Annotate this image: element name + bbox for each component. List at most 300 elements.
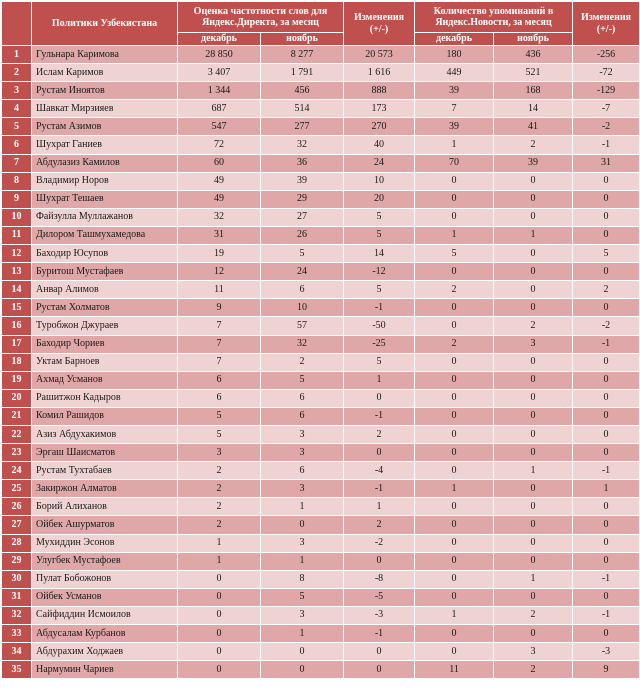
direct-december: 9 [178, 299, 261, 317]
direct-december: 3 407 [178, 64, 261, 82]
news-december: 0 [415, 534, 494, 552]
header-direct-december: декабрь [178, 33, 261, 46]
direct-november: 3 [261, 606, 344, 624]
politician-name: Ислам Каримов [32, 64, 178, 82]
news-change: 0 [573, 371, 640, 389]
header-direct-november: ноябрь [261, 33, 344, 46]
politician-name: Рустам Азимов [32, 118, 178, 136]
row-number: 9 [2, 190, 32, 208]
direct-change: -8 [344, 570, 415, 588]
direct-change: -3 [344, 606, 415, 624]
direct-change: 0 [344, 643, 415, 661]
direct-december: 7 [178, 353, 261, 371]
direct-november: 6 [261, 462, 344, 480]
direct-change: 20 573 [344, 46, 415, 64]
direct-november: 1 [261, 498, 344, 516]
direct-november: 32 [261, 335, 344, 353]
politician-name: Рашитжон Кадыров [32, 389, 178, 407]
direct-change: 0 [344, 661, 415, 679]
direct-change: 24 [344, 154, 415, 172]
direct-november: 1 791 [261, 64, 344, 82]
news-november: 0 [494, 407, 573, 425]
header-politician: Политики Узбекистана [32, 2, 178, 46]
news-change: 0 [573, 588, 640, 606]
news-december: 0 [415, 371, 494, 389]
row-number: 25 [2, 480, 32, 498]
politician-name: Файзулла Муллажанов [32, 208, 178, 226]
news-december: 0 [415, 353, 494, 371]
news-november: 0 [494, 353, 573, 371]
news-november: 1 [494, 570, 573, 588]
politician-name: Анвар Алимов [32, 281, 178, 299]
news-november: 41 [494, 118, 573, 136]
direct-december: 7 [178, 335, 261, 353]
row-number: 21 [2, 407, 32, 425]
direct-change: 270 [344, 118, 415, 136]
table-row [2, 552, 640, 570]
news-november: 521 [494, 64, 573, 82]
news-december: 1 [415, 480, 494, 498]
news-november: 2 [494, 136, 573, 154]
direct-december: 6 [178, 389, 261, 407]
news-change: -1 [573, 335, 640, 353]
header-news-december: декабрь [415, 33, 494, 46]
news-december: 180 [415, 46, 494, 64]
politician-name: Рустам Тухтабаев [32, 462, 178, 480]
direct-november: 8 277 [261, 46, 344, 64]
politician-name: Туробжон Джураев [32, 317, 178, 335]
row-number: 29 [2, 552, 32, 570]
news-december: 0 [415, 625, 494, 643]
politician-name: Рустам Иноятов [32, 82, 178, 100]
politician-name: Улугбек Мустафоев [32, 552, 178, 570]
direct-change: 0 [344, 389, 415, 407]
news-change: 0 [573, 299, 640, 317]
row-number: 35 [2, 661, 32, 679]
politician-name: Ойбек Ашурматов [32, 516, 178, 534]
direct-change: -12 [344, 263, 415, 281]
table-row [2, 498, 640, 516]
politician-name: Азиз Абдухакимов [32, 425, 178, 443]
news-november: 0 [494, 245, 573, 263]
news-november: 0 [494, 371, 573, 389]
news-december: 39 [415, 118, 494, 136]
news-change: 0 [573, 389, 640, 407]
politicians-table [1, 1, 640, 679]
politician-name: Дилором Ташмухамедова [32, 226, 178, 244]
news-change: 0 [573, 172, 640, 190]
news-change: 0 [573, 263, 640, 281]
news-change: 0 [573, 208, 640, 226]
direct-change: -1 [344, 625, 415, 643]
row-number: 31 [2, 588, 32, 606]
news-november: 39 [494, 154, 573, 172]
table-row [2, 371, 640, 389]
politician-name: Буритош Мустафаев [32, 263, 178, 281]
direct-november: 3 [261, 534, 344, 552]
table-row [2, 46, 640, 64]
direct-november: 36 [261, 154, 344, 172]
politician-name: Рустам Холматов [32, 299, 178, 317]
direct-december: 1 344 [178, 82, 261, 100]
news-december: 0 [415, 462, 494, 480]
direct-november: 10 [261, 299, 344, 317]
news-change: -72 [573, 64, 640, 82]
news-change: 0 [573, 353, 640, 371]
direct-november: 24 [261, 263, 344, 281]
table-row [2, 317, 640, 335]
direct-december: 12 [178, 263, 261, 281]
row-number: 18 [2, 353, 32, 371]
direct-november: 6 [261, 407, 344, 425]
direct-december: 0 [178, 643, 261, 661]
news-december: 0 [415, 516, 494, 534]
politician-name: Эргаш Шаисматов [32, 444, 178, 462]
direct-change: -1 [344, 299, 415, 317]
news-december: 0 [415, 498, 494, 516]
direct-december: 1 [178, 534, 261, 552]
table-row [2, 661, 640, 679]
table-row [2, 281, 640, 299]
politician-name: Ойбек Усманов [32, 588, 178, 606]
table-row [2, 570, 640, 588]
direct-november: 32 [261, 136, 344, 154]
direct-change: 40 [344, 136, 415, 154]
direct-december: 0 [178, 606, 261, 624]
direct-november: 1 [261, 625, 344, 643]
row-number: 16 [2, 317, 32, 335]
row-number: 27 [2, 516, 32, 534]
news-change: 2 [573, 281, 640, 299]
header-direct-change: Изменения (+/-) [344, 2, 415, 46]
table-row [2, 643, 640, 661]
table-row [2, 444, 640, 462]
row-number: 10 [2, 208, 32, 226]
direct-november: 1 [261, 552, 344, 570]
news-change: 0 [573, 625, 640, 643]
news-december: 1 [415, 606, 494, 624]
row-number: 15 [2, 299, 32, 317]
header-news-november: ноябрь [494, 33, 573, 46]
news-december: 0 [415, 444, 494, 462]
news-december: 0 [415, 643, 494, 661]
politician-name: Мухиддин Эсонов [32, 534, 178, 552]
direct-december: 2 [178, 462, 261, 480]
table-body [2, 46, 640, 679]
direct-change: 173 [344, 100, 415, 118]
news-november: 3 [494, 335, 573, 353]
politician-name: Шавкат Мирзияев [32, 100, 178, 118]
direct-change: 2 [344, 425, 415, 443]
politician-name: Абдулазиз Камилов [32, 154, 178, 172]
news-november: 0 [494, 281, 573, 299]
news-change: 0 [573, 516, 640, 534]
news-november: 1 [494, 226, 573, 244]
news-november: 0 [494, 534, 573, 552]
news-november: 0 [494, 625, 573, 643]
row-number: 14 [2, 281, 32, 299]
row-number: 6 [2, 136, 32, 154]
direct-november: 3 [261, 425, 344, 443]
news-november: 14 [494, 100, 573, 118]
row-number: 12 [2, 245, 32, 263]
direct-december: 0 [178, 661, 261, 679]
row-number: 13 [2, 263, 32, 281]
news-change: -129 [573, 82, 640, 100]
politician-name: Шухрат Ганиев [32, 136, 178, 154]
direct-november: 27 [261, 208, 344, 226]
table-row [2, 389, 640, 407]
table-row [2, 588, 640, 606]
news-december: 0 [415, 190, 494, 208]
news-november: 0 [494, 389, 573, 407]
table-row [2, 625, 640, 643]
direct-december: 547 [178, 118, 261, 136]
direct-november: 8 [261, 570, 344, 588]
news-december: 39 [415, 82, 494, 100]
news-december: 0 [415, 407, 494, 425]
direct-change: 10 [344, 172, 415, 190]
politician-name: Баходир Юсупов [32, 245, 178, 263]
row-number: 22 [2, 425, 32, 443]
news-change: -3 [573, 643, 640, 661]
row-number: 19 [2, 371, 32, 389]
direct-november: 6 [261, 281, 344, 299]
news-november: 0 [494, 498, 573, 516]
news-november: 0 [494, 263, 573, 281]
direct-change: 0 [344, 552, 415, 570]
table-row [2, 245, 640, 263]
news-december: 0 [415, 263, 494, 281]
news-december: 1 [415, 226, 494, 244]
row-number: 8 [2, 172, 32, 190]
direct-change: -1 [344, 480, 415, 498]
news-december: 0 [415, 552, 494, 570]
direct-change: 1 [344, 371, 415, 389]
table-row [2, 190, 640, 208]
direct-december: 6 [178, 371, 261, 389]
news-november: 0 [494, 480, 573, 498]
news-change: 31 [573, 154, 640, 172]
politician-name: Комил Рашидов [32, 407, 178, 425]
news-change: -2 [573, 118, 640, 136]
direct-november: 456 [261, 82, 344, 100]
table-row [2, 64, 640, 82]
direct-december: 0 [178, 570, 261, 588]
news-november: 0 [494, 588, 573, 606]
news-change: -1 [573, 136, 640, 154]
direct-change: 5 [344, 208, 415, 226]
politician-name: Шухрат Тешаев [32, 190, 178, 208]
news-change: 0 [573, 190, 640, 208]
news-december: 0 [415, 570, 494, 588]
news-change: 5 [573, 245, 640, 263]
direct-november: 514 [261, 100, 344, 118]
direct-december: 2 [178, 516, 261, 534]
news-change: 0 [573, 407, 640, 425]
table-row [2, 299, 640, 317]
row-number: 20 [2, 389, 32, 407]
row-number: 26 [2, 498, 32, 516]
row-number: 33 [2, 625, 32, 643]
news-november: 2 [494, 661, 573, 679]
direct-change: 5 [344, 353, 415, 371]
news-change: 0 [573, 444, 640, 462]
table-row [2, 100, 640, 118]
news-december: 0 [415, 588, 494, 606]
direct-change: 1 616 [344, 64, 415, 82]
header-direct: Оценка частотности слов для Яндекс.Директа, за месяц [178, 2, 344, 33]
news-november: 3 [494, 643, 573, 661]
row-number: 2 [2, 64, 32, 82]
header-news: Количество упоминаний в Яндекс.Новости, за месяц [415, 2, 573, 33]
table-row [2, 226, 640, 244]
news-change: -2 [573, 317, 640, 335]
row-number: 24 [2, 462, 32, 480]
news-november: 0 [494, 552, 573, 570]
direct-november: 277 [261, 118, 344, 136]
news-december: 0 [415, 317, 494, 335]
direct-december: 11 [178, 281, 261, 299]
politician-name: Сайфиддин Исмоилов [32, 606, 178, 624]
news-november: 168 [494, 82, 573, 100]
table-row [2, 425, 640, 443]
table-row [2, 462, 640, 480]
news-change: 9 [573, 661, 640, 679]
header-news-change: Изменения (+/-) [573, 2, 640, 46]
direct-change: 2 [344, 516, 415, 534]
table-row [2, 353, 640, 371]
table-row [2, 516, 640, 534]
direct-december: 72 [178, 136, 261, 154]
direct-december: 32 [178, 208, 261, 226]
news-change: -1 [573, 462, 640, 480]
news-december: 70 [415, 154, 494, 172]
politician-name: Борий Алиханов [32, 498, 178, 516]
news-change: 0 [573, 498, 640, 516]
row-number: 5 [2, 118, 32, 136]
news-november: 436 [494, 46, 573, 64]
news-november: 0 [494, 208, 573, 226]
row-number: 34 [2, 643, 32, 661]
direct-november: 26 [261, 226, 344, 244]
direct-december: 687 [178, 100, 261, 118]
direct-november: 2 [261, 353, 344, 371]
direct-december: 0 [178, 588, 261, 606]
news-change: -1 [573, 606, 640, 624]
direct-december: 0 [178, 625, 261, 643]
direct-november: 29 [261, 190, 344, 208]
politician-name: Пулат Бобожонов [32, 570, 178, 588]
direct-december: 5 [178, 425, 261, 443]
news-november: 0 [494, 190, 573, 208]
news-december: 7 [415, 100, 494, 118]
direct-november: 3 [261, 444, 344, 462]
news-change: 0 [573, 534, 640, 552]
news-december: 0 [415, 389, 494, 407]
news-november: 0 [494, 172, 573, 190]
news-november: 2 [494, 317, 573, 335]
news-change: -256 [573, 46, 640, 64]
direct-change: -2 [344, 534, 415, 552]
direct-december: 28 850 [178, 46, 261, 64]
direct-change: 888 [344, 82, 415, 100]
politician-name: Баходир Чориев [32, 335, 178, 353]
direct-change: -4 [344, 462, 415, 480]
direct-change: 0 [344, 444, 415, 462]
direct-november: 0 [261, 516, 344, 534]
direct-december: 60 [178, 154, 261, 172]
direct-december: 2 [178, 480, 261, 498]
direct-december: 2 [178, 498, 261, 516]
direct-december: 1 [178, 552, 261, 570]
news-december: 1 [415, 136, 494, 154]
direct-december: 31 [178, 226, 261, 244]
direct-november: 57 [261, 317, 344, 335]
news-november: 1 [494, 462, 573, 480]
table-row [2, 407, 640, 425]
news-november: 0 [494, 444, 573, 462]
row-number: 11 [2, 226, 32, 244]
news-change: -7 [573, 100, 640, 118]
table-row [2, 172, 640, 190]
table-row [2, 208, 640, 226]
news-change: 0 [573, 425, 640, 443]
news-change: 1 [573, 480, 640, 498]
politician-name: Уктам Барноев [32, 353, 178, 371]
news-december: 449 [415, 64, 494, 82]
news-november: 0 [494, 516, 573, 534]
direct-december: 3 [178, 444, 261, 462]
news-november: 0 [494, 299, 573, 317]
news-change: -1 [573, 570, 640, 588]
politician-name: Нармумин Чариев [32, 661, 178, 679]
row-number: 30 [2, 570, 32, 588]
table-row [2, 82, 640, 100]
table-row [2, 136, 640, 154]
news-december: 5 [415, 245, 494, 263]
header-num [2, 2, 32, 46]
politician-name: Гульнара Каримова [32, 46, 178, 64]
politician-name: Владимир Норов [32, 172, 178, 190]
news-december: 0 [415, 299, 494, 317]
news-december: 2 [415, 281, 494, 299]
row-number: 3 [2, 82, 32, 100]
news-december: 0 [415, 172, 494, 190]
direct-november: 5 [261, 588, 344, 606]
direct-november: 3 [261, 480, 344, 498]
news-change: 0 [573, 226, 640, 244]
direct-december: 49 [178, 190, 261, 208]
direct-november: 0 [261, 643, 344, 661]
direct-change: -5 [344, 588, 415, 606]
direct-december: 5 [178, 407, 261, 425]
table-row [2, 534, 640, 552]
table-row [2, 118, 640, 136]
news-november: 0 [494, 425, 573, 443]
row-number: 28 [2, 534, 32, 552]
news-december: 11 [415, 661, 494, 679]
table-row [2, 335, 640, 353]
news-december: 0 [415, 208, 494, 226]
row-number: 17 [2, 335, 32, 353]
direct-december: 7 [178, 317, 261, 335]
direct-change: -1 [344, 407, 415, 425]
politician-name: Абдусалам Курбанов [32, 625, 178, 643]
row-number: 1 [2, 46, 32, 64]
row-number: 23 [2, 444, 32, 462]
politician-name: Закиржон Алматов [32, 480, 178, 498]
